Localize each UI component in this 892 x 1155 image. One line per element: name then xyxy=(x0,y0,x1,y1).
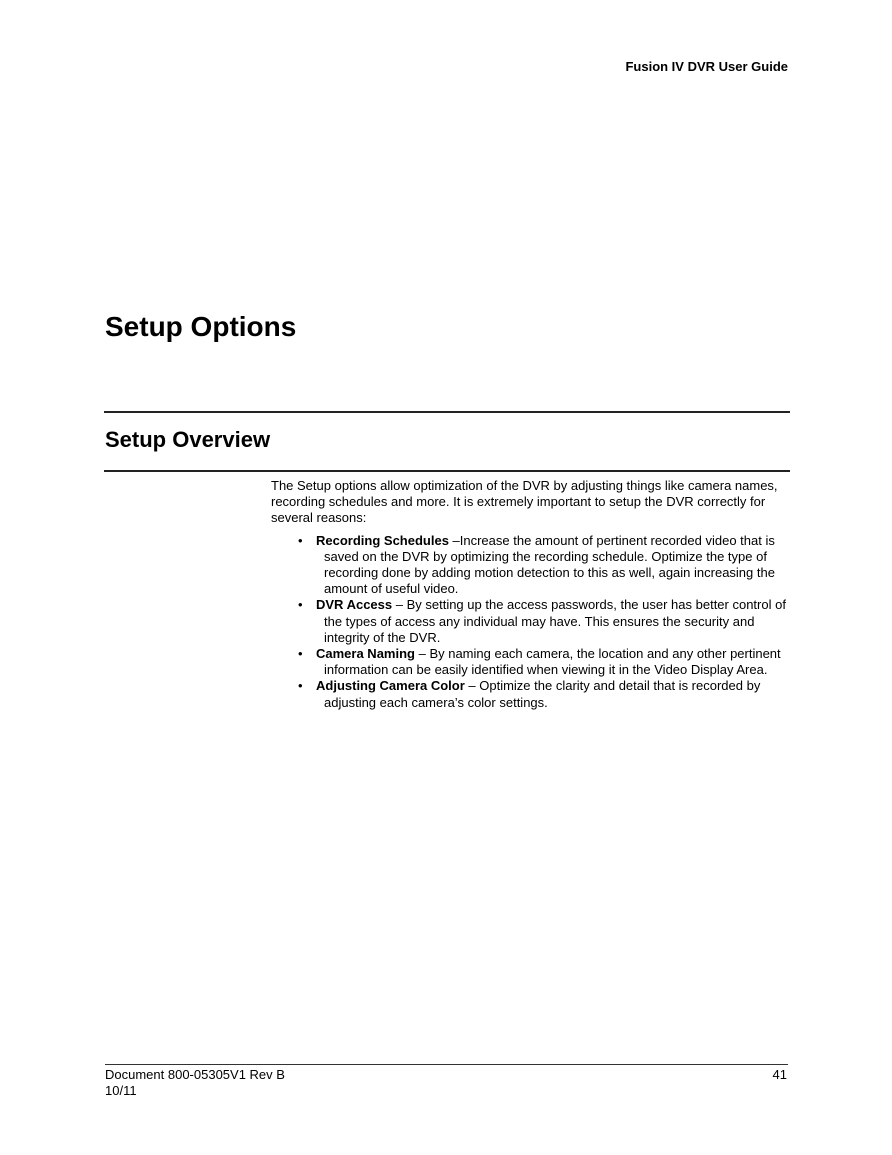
running-header: Fusion IV DVR User Guide xyxy=(625,59,788,74)
list-item xyxy=(271,646,791,678)
list-item-term: Camera Naming xyxy=(316,646,415,662)
chapter-title: Setup Options xyxy=(105,311,297,342)
page-number: 41 xyxy=(772,1067,787,1082)
section-body xyxy=(271,478,791,711)
list-item-term: DVR Access xyxy=(316,597,393,613)
section-top-rule xyxy=(104,411,790,413)
list-item-text: – Optimize the clarity and detail that is recorded by adjusting each camera’s color settings. xyxy=(324,678,761,710)
footer-document-info xyxy=(105,1067,285,1099)
bullet-icon: • xyxy=(298,597,303,613)
bullet-icon: • xyxy=(298,646,303,662)
list-item xyxy=(271,533,791,598)
list-item-text: –Increase the amount of pertinent recorded video that is saved on the DVR by optimizing the recording schedule. Optimize the type of recording done by adding motion detection to this as well, again increasing the amount of useful video. xyxy=(324,532,775,597)
list-item xyxy=(271,678,791,710)
list-item-term: Recording Schedules xyxy=(316,532,449,548)
section-title: Setup Overview xyxy=(105,427,271,452)
list-item-text: – By naming each camera, the location and any other pertinent information can be easily identified when viewing it in the Video Display Area. xyxy=(324,646,781,678)
intro-paragraph: The Setup options allow optimization of the DVR by adjusting things like camera names, recording schedules and more. It is extremely important to setup the DVR correctly for several reasons: xyxy=(271,478,778,526)
footer-document-number: Document 800-05305V1 Rev B xyxy=(105,1067,285,1082)
list-item-text: – By setting up the access passwords, the user has better control of the types of access any individual may have. This ensures the security and integrity of the DVR. xyxy=(324,597,786,645)
footer-rule xyxy=(105,1064,788,1065)
bullet-icon: • xyxy=(298,532,303,548)
footer-document-date: 10/11 xyxy=(105,1083,137,1098)
section-bottom-rule xyxy=(104,470,790,472)
list-item xyxy=(271,597,791,646)
reasons-list xyxy=(271,533,791,711)
list-item-term: Adjusting Camera Color xyxy=(316,678,465,694)
bullet-icon: • xyxy=(298,678,303,694)
